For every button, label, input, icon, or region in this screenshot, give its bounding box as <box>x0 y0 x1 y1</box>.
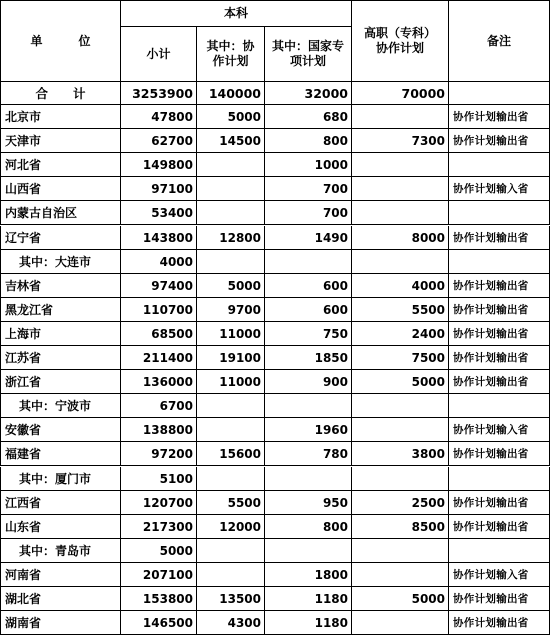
row-5-name: 辽宁省 <box>0 226 121 250</box>
total-remark <box>449 82 550 105</box>
row-14-remark: 协作计划输出省 <box>449 442 550 466</box>
row-12-coop <box>197 394 265 418</box>
total-vocational: 70000 <box>352 82 449 105</box>
row-0-subtotal: 47800 <box>121 105 197 129</box>
row-12-subtotal: 6700 <box>121 394 197 418</box>
row-9-coop: 11000 <box>197 322 265 346</box>
row-17-subtotal: 217300 <box>121 515 197 539</box>
row-16-subtotal: 120700 <box>121 491 197 515</box>
row-20-remark: 协作计划输出省 <box>449 587 550 611</box>
row-2-vocational <box>352 153 449 177</box>
row-18-vocational <box>352 539 449 563</box>
row-20-national: 1180 <box>265 587 352 611</box>
row-3-national: 700 <box>265 177 352 201</box>
row-8-coop: 9700 <box>197 298 265 322</box>
row-4-name: 内蒙古自治区 <box>0 201 121 225</box>
row-4-coop <box>197 201 265 225</box>
row-20-subtotal: 153800 <box>121 587 197 611</box>
row-4-subtotal: 53400 <box>121 201 197 225</box>
row-15-subtotal: 5100 <box>121 467 197 491</box>
row-21-national: 1180 <box>265 611 352 635</box>
row-6-national <box>265 250 352 274</box>
row-9-national: 750 <box>265 322 352 346</box>
row-20-coop: 13500 <box>197 587 265 611</box>
row-4-national: 700 <box>265 201 352 225</box>
row-7-name: 吉林省 <box>0 274 121 298</box>
row-16-vocational: 2500 <box>352 491 449 515</box>
row-1-national: 800 <box>265 129 352 153</box>
header-subtotal: 小计 <box>121 27 197 82</box>
row-17-vocational: 8500 <box>352 515 449 539</box>
row-2-subtotal: 149800 <box>121 153 197 177</box>
row-1-name: 天津市 <box>0 129 121 153</box>
row-3-subtotal: 97100 <box>121 177 197 201</box>
row-17-national: 800 <box>265 515 352 539</box>
row-12-name: 其中：宁波市 <box>0 394 121 418</box>
row-16-coop: 5500 <box>197 491 265 515</box>
row-5-vocational: 8000 <box>352 226 449 250</box>
row-15-vocational <box>352 467 449 491</box>
row-8-vocational: 5500 <box>352 298 449 322</box>
row-16-name: 江西省 <box>0 491 121 515</box>
total-national: 32000 <box>265 82 352 105</box>
row-13-name: 安徽省 <box>0 418 121 442</box>
row-15-national <box>265 467 352 491</box>
header-remark: 备注 <box>449 0 550 82</box>
row-21-vocational <box>352 611 449 635</box>
header-coop: 其中：协作计划 <box>197 27 265 82</box>
row-5-subtotal: 143800 <box>121 226 197 250</box>
row-21-subtotal: 146500 <box>121 611 197 635</box>
row-9-subtotal: 68500 <box>121 322 197 346</box>
row-14-subtotal: 97200 <box>121 442 197 466</box>
total-subtotal: 3253900 <box>121 82 197 105</box>
row-2-name: 河北省 <box>0 153 121 177</box>
row-21-remark: 协作计划输出省 <box>449 611 550 635</box>
row-6-subtotal: 4000 <box>121 250 197 274</box>
row-6-vocational <box>352 250 449 274</box>
row-3-name: 山西省 <box>0 177 121 201</box>
row-14-vocational: 3800 <box>352 442 449 466</box>
row-12-vocational <box>352 394 449 418</box>
row-18-subtotal: 5000 <box>121 539 197 563</box>
row-11-coop: 11000 <box>197 370 265 394</box>
row-7-national: 600 <box>265 274 352 298</box>
row-6-name: 其中：大连市 <box>0 250 121 274</box>
header-national: 其中：国家专项计划 <box>265 27 352 82</box>
row-21-coop: 4300 <box>197 611 265 635</box>
row-10-subtotal: 211400 <box>121 346 197 370</box>
row-11-subtotal: 136000 <box>121 370 197 394</box>
row-14-national: 780 <box>265 442 352 466</box>
row-16-remark: 协作计划输出省 <box>449 491 550 515</box>
row-3-vocational <box>352 177 449 201</box>
row-3-remark: 协作计划输入省 <box>449 177 550 201</box>
row-16-national: 950 <box>265 491 352 515</box>
row-6-remark <box>449 250 550 274</box>
row-0-remark: 协作计划输出省 <box>449 105 550 129</box>
row-19-national: 1800 <box>265 563 352 587</box>
row-1-vocational: 7300 <box>352 129 449 153</box>
row-13-national: 1960 <box>265 418 352 442</box>
row-13-remark: 协作计划输入省 <box>449 418 550 442</box>
row-20-vocational: 5000 <box>352 587 449 611</box>
row-11-national: 900 <box>265 370 352 394</box>
row-10-remark: 协作计划输出省 <box>449 346 550 370</box>
row-5-national: 1490 <box>265 226 352 250</box>
row-5-coop: 12800 <box>197 226 265 250</box>
total-label: 合 计 <box>0 82 121 105</box>
header-undergrad: 本科 <box>121 0 352 27</box>
row-2-national: 1000 <box>265 153 352 177</box>
row-8-national: 600 <box>265 298 352 322</box>
row-14-coop: 15600 <box>197 442 265 466</box>
row-0-vocational <box>352 105 449 129</box>
row-7-remark: 协作计划输出省 <box>449 274 550 298</box>
row-12-remark <box>449 394 550 418</box>
row-17-remark: 协作计划输出省 <box>449 515 550 539</box>
row-7-vocational: 4000 <box>352 274 449 298</box>
row-19-subtotal: 207100 <box>121 563 197 587</box>
row-18-remark <box>449 539 550 563</box>
row-19-name: 河南省 <box>0 563 121 587</box>
row-20-name: 湖北省 <box>0 587 121 611</box>
row-7-subtotal: 97400 <box>121 274 197 298</box>
row-17-name: 山东省 <box>0 515 121 539</box>
row-2-remark <box>449 153 550 177</box>
row-13-vocational <box>352 418 449 442</box>
row-10-national: 1850 <box>265 346 352 370</box>
row-8-name: 黑龙江省 <box>0 298 121 322</box>
row-0-name: 北京市 <box>0 105 121 129</box>
row-13-subtotal: 138800 <box>121 418 197 442</box>
row-0-national: 680 <box>265 105 352 129</box>
row-0-coop: 5000 <box>197 105 265 129</box>
row-8-remark: 协作计划输出省 <box>449 298 550 322</box>
row-15-name: 其中：厦门市 <box>0 467 121 491</box>
row-19-vocational <box>352 563 449 587</box>
row-1-subtotal: 62700 <box>121 129 197 153</box>
header-vocational: 高职（专科）协作计划 <box>352 0 449 82</box>
row-11-vocational: 5000 <box>352 370 449 394</box>
row-10-name: 江苏省 <box>0 346 121 370</box>
row-19-coop <box>197 563 265 587</box>
row-12-national <box>265 394 352 418</box>
row-1-coop: 14500 <box>197 129 265 153</box>
row-18-national <box>265 539 352 563</box>
header-unit: 单 位 <box>0 0 121 82</box>
row-9-remark: 协作计划输出省 <box>449 322 550 346</box>
row-10-coop: 19100 <box>197 346 265 370</box>
row-17-coop: 12000 <box>197 515 265 539</box>
row-4-remark <box>449 201 550 225</box>
row-8-subtotal: 110700 <box>121 298 197 322</box>
row-18-name: 其中：青岛市 <box>0 539 121 563</box>
row-9-vocational: 2400 <box>352 322 449 346</box>
row-7-coop: 5000 <box>197 274 265 298</box>
row-11-name: 浙江省 <box>0 370 121 394</box>
row-21-name: 湖南省 <box>0 611 121 635</box>
row-2-coop <box>197 153 265 177</box>
row-15-remark <box>449 467 550 491</box>
row-4-vocational <box>352 201 449 225</box>
row-9-name: 上海市 <box>0 322 121 346</box>
row-15-coop <box>197 467 265 491</box>
row-1-remark: 协作计划输出省 <box>449 129 550 153</box>
row-5-remark: 协作计划输出省 <box>449 226 550 250</box>
row-10-vocational: 7500 <box>352 346 449 370</box>
row-18-coop <box>197 539 265 563</box>
row-14-name: 福建省 <box>0 442 121 466</box>
row-13-coop <box>197 418 265 442</box>
total-coop: 140000 <box>197 82 265 105</box>
row-11-remark: 协作计划输出省 <box>449 370 550 394</box>
row-6-coop <box>197 250 265 274</box>
row-3-coop <box>197 177 265 201</box>
row-19-remark: 协作计划输入省 <box>449 563 550 587</box>
